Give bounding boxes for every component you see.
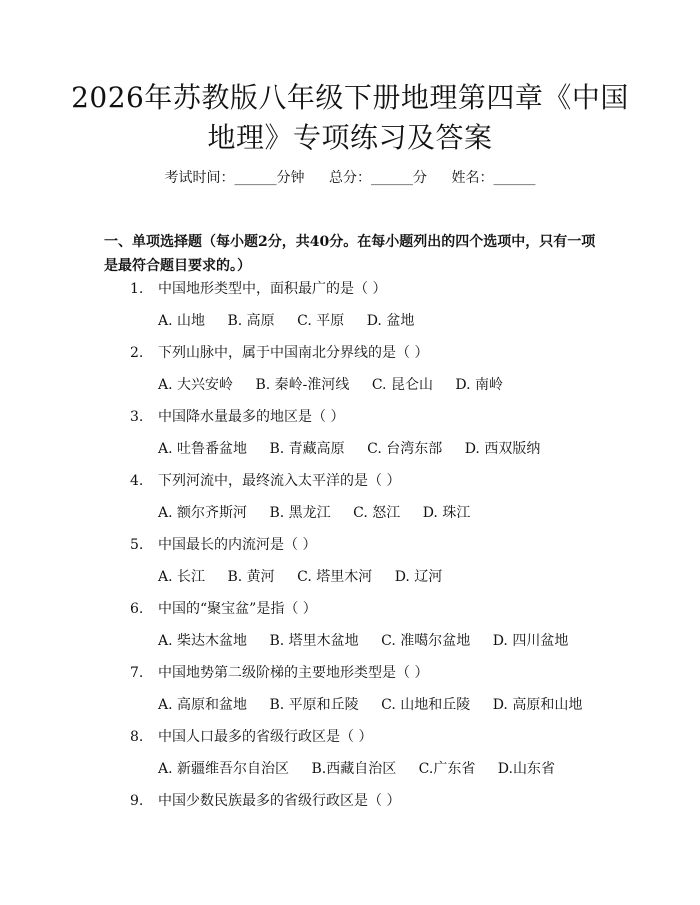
option-b: B.西藏自治区	[311, 761, 397, 777]
option-b: B. 黑龙江	[269, 505, 331, 521]
option-c: C.广东省	[418, 761, 476, 777]
option-d: D.山东省	[497, 761, 555, 777]
question-number: 5.	[130, 537, 144, 553]
option-d: D. 辽河	[394, 569, 443, 585]
total-score-unit: 分	[413, 170, 427, 186]
question-number: 3.	[130, 409, 144, 425]
question-stem	[130, 598, 317, 620]
student-name-label: 姓名：	[451, 170, 494, 186]
question-options	[158, 694, 582, 716]
section-heading-line-1: 一、单项选择题（每小题2分，共40分。在每小题列出的四个选项中，只有一项	[104, 234, 596, 250]
question-number: 6.	[130, 601, 144, 617]
question-item	[0, 598, 700, 662]
option-c: C. 塔里木河	[297, 569, 373, 585]
exam-info-row	[0, 168, 700, 188]
total-score-blank: ______	[371, 170, 413, 186]
question-number: 4.	[130, 473, 144, 489]
question-text: 中国的“聚宝盆”是指（ ）	[158, 601, 317, 617]
question-text: 中国少数民族最多的省级行政区是（ ）	[158, 793, 401, 809]
question-item	[0, 662, 700, 726]
option-c: C. 平原	[297, 313, 345, 329]
exam-time-unit: 分钟	[276, 170, 305, 186]
question-stem	[130, 726, 372, 748]
question-text: 下列河流中，最终流入太平洋的是（ ）	[158, 473, 401, 489]
question-options	[158, 438, 540, 460]
option-c: C. 山地和丘陵	[381, 697, 471, 713]
option-d: D. 四川盆地	[492, 633, 569, 649]
option-c: C. 怒江	[353, 505, 401, 521]
section-heading	[104, 230, 604, 278]
option-c: C. 昆仑山	[371, 377, 433, 393]
question-number: 1.	[130, 281, 144, 297]
option-b: B. 黄河	[227, 569, 275, 585]
exam-time-label: 考试时间：	[164, 170, 235, 186]
question-list	[0, 278, 700, 854]
question-options	[158, 502, 470, 524]
option-b: B. 平原和丘陵	[269, 697, 359, 713]
question-options	[158, 630, 568, 652]
option-a: A. 高原和盆地	[158, 697, 248, 713]
question-text: 下列山脉中，属于中国南北分界线的是（ ）	[158, 345, 429, 361]
option-d: D. 盆地	[366, 313, 415, 329]
option-c: C. 准噶尔盆地	[381, 633, 471, 649]
student-name-field	[451, 168, 535, 188]
question-text: 中国降水量最多的地区是（ ）	[158, 409, 345, 425]
section-heading-line-2: 是最符合题目要求的。）	[104, 258, 251, 274]
question-stem	[130, 790, 400, 812]
question-item	[0, 278, 700, 342]
question-text: 中国地势第二级阶梯的主要地形类型是（ ）	[158, 665, 429, 681]
option-d: D. 高原和山地	[492, 697, 583, 713]
question-item	[0, 726, 700, 790]
question-number: 7.	[130, 665, 144, 681]
option-a: A. 柴达木盆地	[158, 633, 248, 649]
question-text: 中国人口最多的省级行政区是（ ）	[158, 729, 373, 745]
question-item	[0, 534, 700, 598]
question-number: 2.	[130, 345, 144, 361]
question-number: 8.	[130, 729, 144, 745]
question-number: 9.	[130, 793, 144, 809]
question-stem	[130, 662, 428, 684]
option-a: A. 山地	[158, 313, 206, 329]
student-name-blank: ______	[493, 170, 536, 186]
question-options	[158, 310, 414, 332]
question-stem	[130, 534, 316, 556]
option-b: B. 青藏高原	[269, 441, 345, 457]
title-line-1: 2026年苏教版八年级下册地理第四章《中国	[71, 81, 629, 114]
question-text: 中国地形类型中，面积最广的是（ ）	[158, 281, 387, 297]
question-options	[158, 566, 442, 588]
option-a: A. 额尔齐斯河	[158, 505, 248, 521]
option-b: B. 高原	[227, 313, 275, 329]
option-d: D. 珠江	[422, 505, 471, 521]
option-b: B. 塔里木盆地	[269, 633, 359, 649]
option-c: C. 台湾东部	[367, 441, 443, 457]
question-text: 中国最长的内流河是（ ）	[158, 537, 317, 553]
exam-time-blank: ______	[234, 170, 277, 186]
question-item	[0, 406, 700, 470]
total-score-field	[329, 168, 427, 188]
question-options	[158, 758, 555, 780]
option-a: A. 大兴安岭	[158, 377, 234, 393]
option-d: D. 西双版纳	[464, 441, 541, 457]
question-item	[0, 470, 700, 534]
option-a: A. 长江	[158, 569, 206, 585]
total-score-label: 总分：	[329, 170, 371, 186]
option-a: A. 吐鲁番盆地	[158, 441, 248, 457]
question-options	[158, 374, 503, 396]
question-item	[0, 790, 700, 854]
option-b: B. 秦岭-淮河线	[255, 377, 350, 393]
question-stem	[130, 470, 400, 492]
option-d: D. 南岭	[455, 377, 504, 393]
title-line-2: 地理》专项练习及答案	[207, 121, 493, 154]
question-item	[0, 342, 700, 406]
question-stem	[130, 278, 386, 300]
document-title	[60, 78, 640, 158]
exam-time-field	[165, 168, 305, 188]
option-a: A. 新疆维吾尔自治区	[158, 761, 290, 777]
question-stem	[130, 342, 428, 364]
question-stem	[130, 406, 344, 428]
